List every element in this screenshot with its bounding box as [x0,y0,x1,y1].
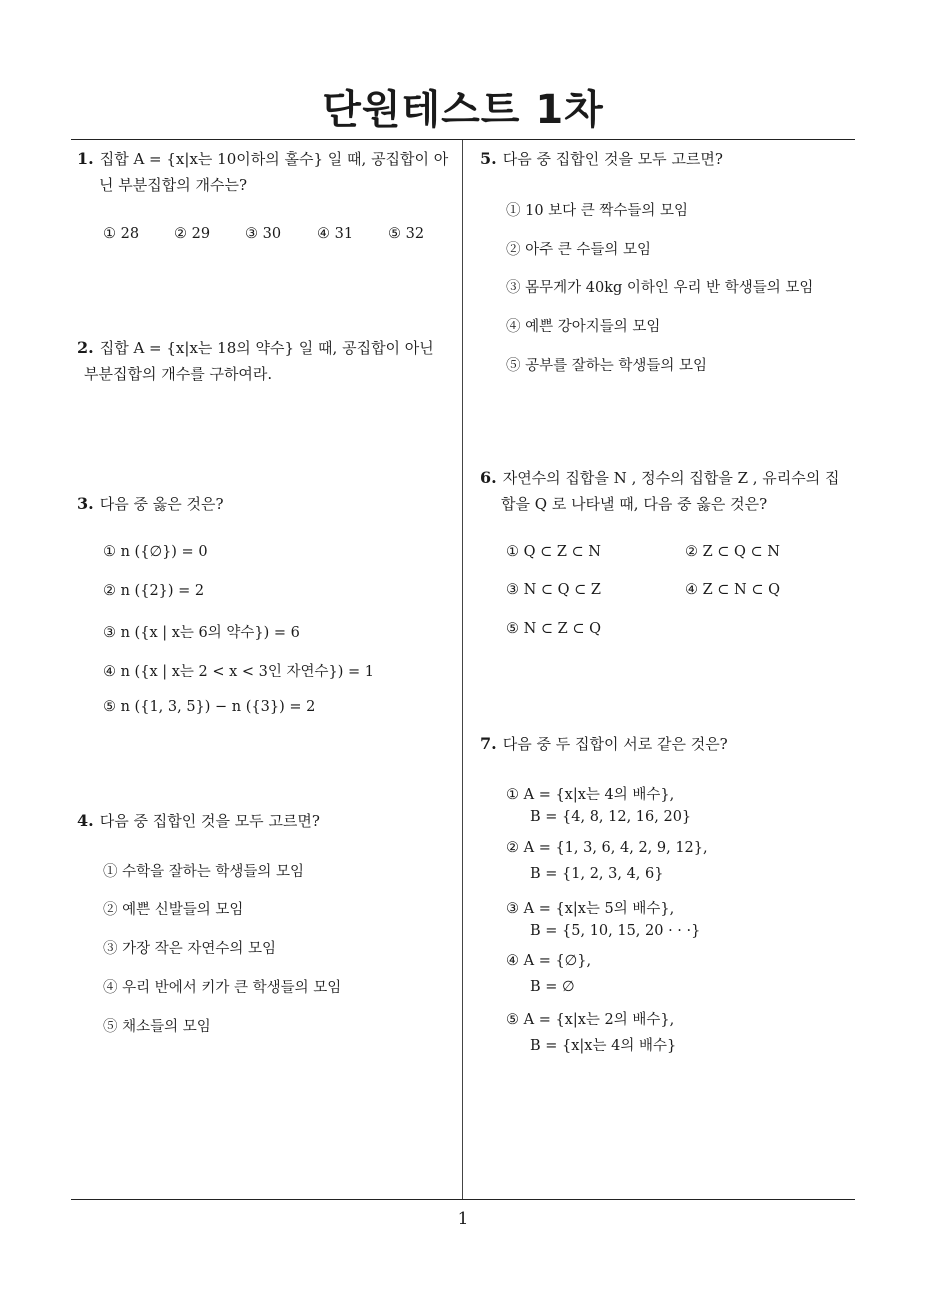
question-text: 집합 A = {x|x는 10이하의 홀수} 일 때, 공집합이 아 [99,150,449,168]
question-text-cont: 합을 Q 로 나타낼 때, 다음 중 옳은 것은? [501,495,768,513]
question-6 [480,465,865,517]
q7-option-1-b: B = {4, 8, 12, 16, 20} [530,809,692,825]
q1-option-4[interactable]: ④ 31 [317,226,354,242]
page-number: 1 [457,1209,469,1229]
q6-option-1[interactable]: ① Q ⊂ Z ⊂ N [506,544,601,560]
q5-option-1[interactable]: ① 10 보다 큰 짝수들의 모임 [506,203,689,219]
question-text-cont: 닌 부분집합의 개수는? [99,176,247,194]
q5-option-4[interactable]: ④ 예쁜 강아지들의 모임 [506,319,661,335]
page-title: 단원테스트 1차 [322,87,604,133]
q3-option-4[interactable]: ④ n ({x | x는 2 < x < 3인 자연수}) = 1 [103,664,374,680]
q6-option-4[interactable]: ④ Z ⊂ N ⊂ Q [685,582,780,598]
question-number: 2. [77,338,94,357]
q1-option-1[interactable]: ① 28 [103,226,140,242]
column-divider [462,140,463,1200]
question-text: 다음 중 집합인 것을 모두 고르면? [502,150,723,168]
q4-option-1[interactable]: ① 수학을 잘하는 학생들의 모임 [103,864,305,880]
question-2 [77,335,457,387]
question-text: 다음 중 옳은 것은? [99,495,224,513]
question-text-cont: 부분집합의 개수를 구하여라. [84,365,273,383]
q5-option-2[interactable]: ② 아주 큰 수들의 모임 [506,242,651,258]
q7-option-3[interactable]: ③ A = {x|x는 5의 배수}, [506,901,675,917]
question-text: 다음 중 집합인 것을 모두 고르면? [99,812,320,830]
q3-option-2[interactable]: ② n ({2}) = 2 [103,583,205,599]
q1-option-5[interactable]: ⑤ 32 [388,226,425,242]
question-number: 7. [480,734,497,753]
q1-option-3[interactable]: ③ 30 [245,226,282,242]
q4-option-2[interactable]: ② 예쁜 신발들의 모임 [103,902,244,918]
q6-option-2[interactable]: ② Z ⊂ Q ⊂ N [685,544,780,560]
q4-option-3[interactable]: ③ 가장 작은 자연수의 모임 [103,941,277,957]
question-number: 4. [77,811,94,830]
q3-option-3[interactable]: ③ n ({x | x는 6의 약수}) = 6 [103,625,300,641]
q7-option-5[interactable]: ⑤ A = {x|x는 2의 배수}, [506,1012,675,1028]
question-number: 6. [480,468,497,487]
q7-option-1[interactable]: ① A = {x|x는 4의 배수}, [506,787,675,803]
footer-rule [71,1199,855,1200]
question-text: 자연수의 집합을 N , 정수의 집합을 Z , 유리수의 집 [502,469,840,487]
question-7 [480,731,860,757]
q7-option-2[interactable]: ② A = {1, 3, 6, 4, 2, 9, 12}, [506,840,708,856]
q5-option-3[interactable]: ③ 몸무게가 40kg 이하인 우리 반 학생들의 모임 [506,280,814,296]
q7-option-2-b: B = {1, 2, 3, 4, 6} [530,866,664,882]
question-1 [77,146,457,198]
q6-option-3[interactable]: ③ N ⊂ Q ⊂ Z [506,582,601,598]
q7-option-4-b: B = ∅ [530,979,575,995]
q7-option-3-b: B = {5, 10, 15, 20 · · ·} [530,923,701,939]
question-5 [480,146,860,172]
q4-option-4[interactable]: ④ 우리 반에서 키가 큰 학생들의 모임 [103,980,342,996]
question-number: 3. [77,494,94,513]
q7-option-5-b: B = {x|x는 4의 배수} [530,1038,677,1054]
q6-option-5[interactable]: ⑤ N ⊂ Z ⊂ Q [506,621,601,637]
question-number: 1. [77,149,94,168]
question-text: 다음 중 두 집합이 서로 같은 것은? [502,735,728,753]
q3-option-1[interactable]: ① n ({∅}) = 0 [103,544,208,560]
q3-option-5[interactable]: ⑤ n ({1, 3, 5}) − n ({3}) = 2 [103,699,316,715]
question-text: 집합 A = {x|x는 18의 약수} 일 때, 공집합이 아닌 [99,339,434,357]
q7-option-4[interactable]: ④ A = {∅}, [506,953,592,969]
q5-option-5[interactable]: ⑤ 공부를 잘하는 학생들의 모임 [506,358,708,374]
question-3 [77,491,457,517]
q4-option-5[interactable]: ⑤ 채소들의 모임 [103,1019,211,1035]
question-4 [77,808,457,834]
header-rule [71,139,855,140]
question-number: 5. [480,149,497,168]
q1-option-2[interactable]: ② 29 [174,226,211,242]
